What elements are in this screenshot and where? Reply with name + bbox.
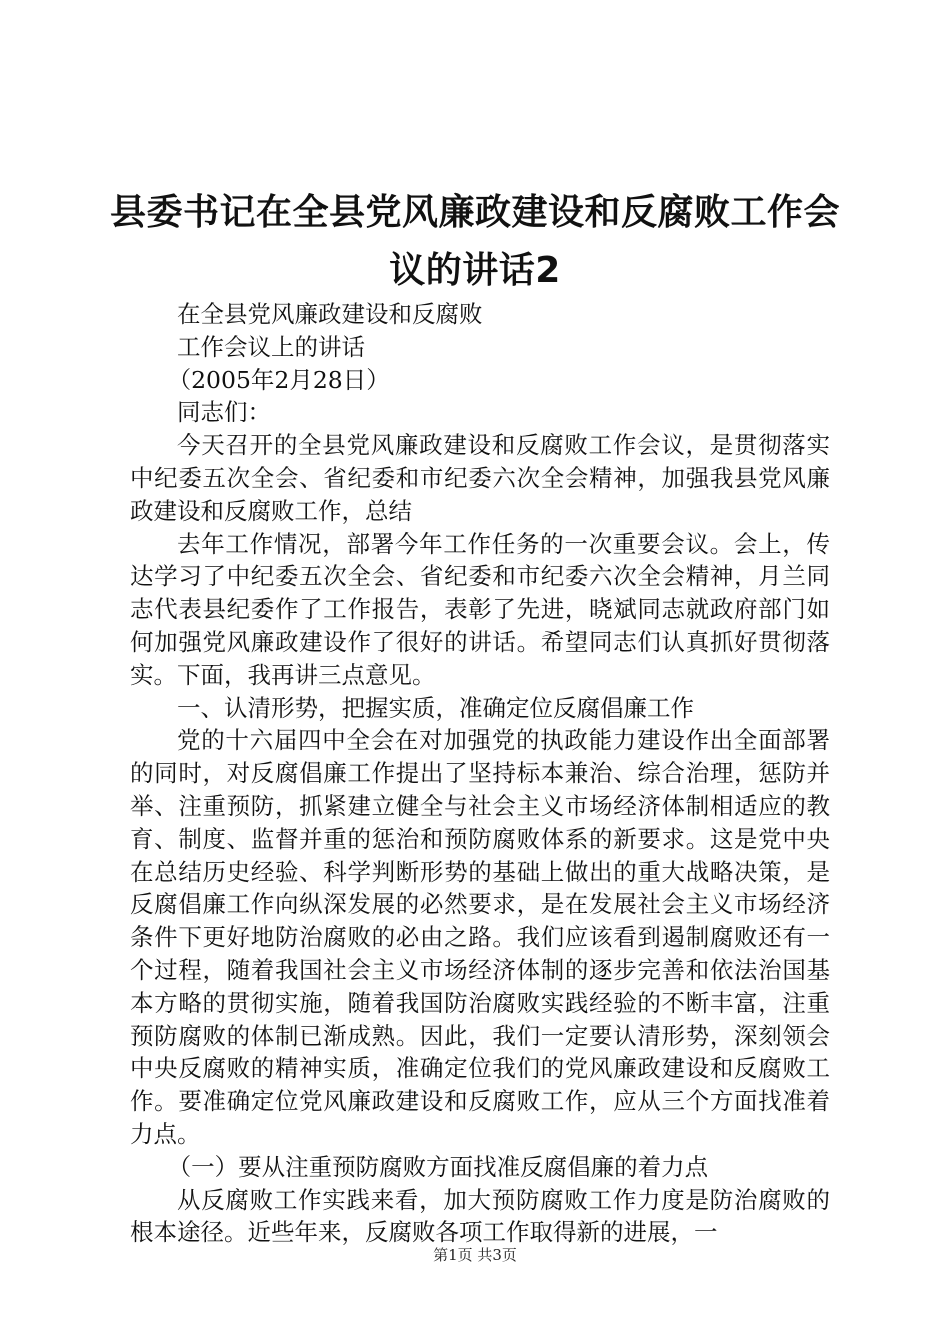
section-heading: 一、认清形势，把握实质，准确定位反腐倡廉工作: [177, 693, 694, 722]
document-body: [130, 298, 830, 1249]
document-title: [110, 184, 840, 300]
title-line-1: 县委书记在全县党风廉政建设和反腐败工作会: [110, 192, 841, 233]
paragraph-heading-2: 工作会议上的讲话: [177, 332, 365, 361]
paragraph-text: 从反腐败工作实践来看，加大预防腐败工作力度是防治腐败的根本途径。近些年来，反腐败各项工作取得新的进展，一: [130, 1185, 830, 1247]
paragraph-text: 去年工作情况，部署今年工作任务的一次重要会议。会上，传达学习了中纪委五次全会、省纪委和市纪委六次全会精神，月兰同志代表县纪委作了工作报告，表彰了先进，晓斌同志就政府部门如何加强党风廉政建设作了很好的讲话。希望同志们认真抓好贯彻落实。下面，我再讲三点意见。: [130, 529, 830, 689]
paragraph-heading-1: 在全县党风廉政建设和反腐败: [177, 300, 483, 328]
paragraph-text: 党的十六届四中全会在对加强党的执政能力建设作出全面部署的同时，对反腐倡廉工作提出了坚持标本兼治、综合治理，惩防并举、注重预防，抓紧建立健全与社会主义市场经济体制相适应的教育、制度、监督并重的惩治和预防腐败体系的新要求。这是党中央在总结历史经验、科学判断形势的基础上做出的重大战略决策，是反腐倡廉工作向纵深发展的必然要求，是在发展社会主义市场经济条件下更好地防治腐败的必由之路。我们应该看到遏制腐败还有一个过程，随着我国社会主义市场经济体制的逐步完善和依法治国基本方略的贯彻实施，随着我国防治腐败实践经验的不断丰富，注重预防腐败的体制已渐成熟。因此，我们一定要认清形势，深刻领会中央反腐败的精神实质，准确定位我们的党风廉政建设和反腐败工作。要准确定位党风廉政建设和反腐败工作，应从三个方面找准着力点。: [130, 726, 830, 1148]
page-footer: 第1页 共3页: [433, 1246, 517, 1264]
paragraph-text: 今天召开的全县党风廉政建设和反腐败工作会议，是贯彻落实中纪委五次全会、省纪委和市纪委六次全会精神，加强我县党风廉政建设和反腐败工作，总结: [130, 431, 830, 525]
title-line-2: 议的讲话2: [389, 250, 561, 291]
paragraph-date: （2005年2月28日）: [167, 365, 390, 394]
subsection-heading: （一）要从注重预防腐败方面找准反腐倡廉的着力点: [167, 1152, 709, 1181]
paragraph-salutation: 同志们：: [177, 398, 271, 427]
